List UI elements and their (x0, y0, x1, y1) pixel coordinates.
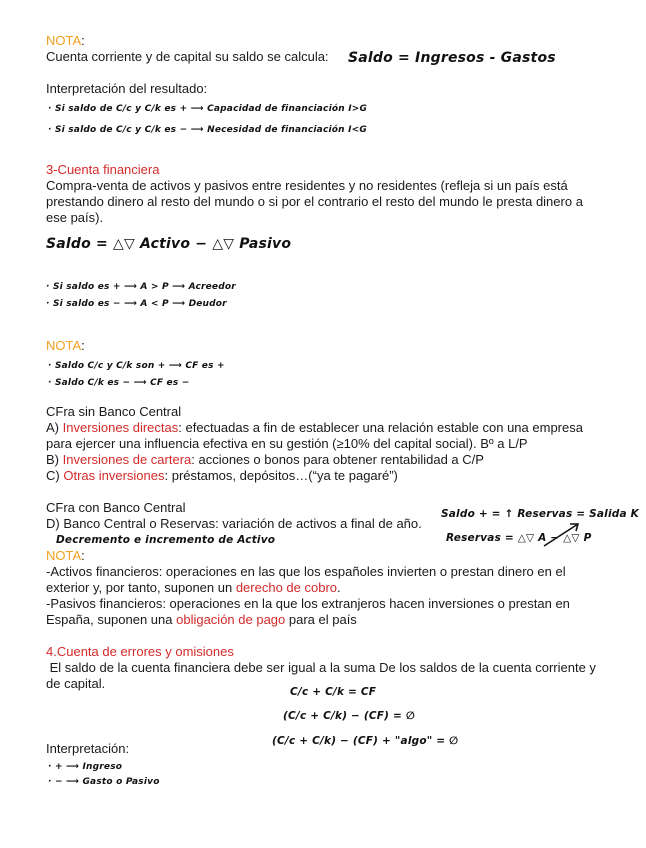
sec4-desc-line: de capital. (46, 676, 106, 691)
item-b-prefix: B) (46, 452, 63, 467)
inversiones-directas-term: Inversiones directas (62, 420, 179, 435)
nota3-colon: : (81, 548, 85, 563)
activos-line-1: -Activos financieros: operaciones en las que los españoles invierten o prestan dinero en el (46, 564, 566, 579)
sec4-bullet-1: · + ⟶ Ingreso (48, 762, 123, 772)
item-a-prefix: A) (46, 420, 63, 435)
item-a-text: : efectuadas a fin de establecer una relación estable con una empresa (178, 420, 583, 435)
pasivos-line-2-end: para el país (285, 612, 357, 627)
otras-inversiones-term: Otras inversiones (63, 468, 165, 483)
nota3-heading (46, 548, 85, 564)
sec3-bullet-2: · Si saldo es − ⟶ A < P ⟶ Deudor (46, 299, 227, 309)
reservas-side-note-2: Reservas = △▽ A − △▽ P (446, 532, 592, 544)
item-c-prefix: C) (46, 468, 64, 483)
cfra-sin-item-c (46, 468, 398, 484)
cfra-sin-item-b (46, 452, 484, 468)
nota2-bullet-2: · Saldo C/k es − ⟶ CF es − (48, 378, 190, 388)
cfra-con-item-d: D) Banco Central o Reservas: variación de activos a final de año. (46, 516, 422, 531)
sec3-desc-line: prestando dinero al resto del mundo o si por el contrario el resto del mundo le presta dinero a (46, 194, 583, 209)
nota2-bullet-1: · Saldo C/c y C/k son + ⟶ CF es + (48, 361, 225, 371)
sec4-eq-2: (C/c + C/k) − (CF) = ∅ (283, 710, 416, 722)
pasivos-line-2-text: España, suponen una (46, 612, 177, 627)
sec4-bullet-2: · − ⟶ Gasto o Pasivo (48, 777, 160, 787)
cfra-sin-heading: CFra sin Banco Central (46, 404, 182, 419)
activos-line-2-text: exterior y, por tanto, suponen un (46, 580, 236, 595)
sec4-title: 4.Cuenta de errores y omisiones (46, 644, 234, 659)
strike-arrow-icon (540, 520, 584, 550)
nota2-label: NOTA (46, 338, 82, 353)
sec3-desc-line: Compra-venta de activos y pasivos entre residentes y no residentes (refleja si un país está (46, 178, 568, 193)
cfra-con-handwritten-note: Decremento e incremento de Activo (56, 534, 276, 546)
nota1-bullet-2: · Si saldo de C/c y C/k es − ⟶ Necesidad de financiación I<G (48, 125, 367, 135)
activos-line-2 (46, 580, 341, 596)
nota2-colon: : (81, 338, 85, 353)
nota1-formula: Saldo = Ingresos - Gastos (348, 50, 556, 66)
nota1-line: Cuenta corriente y de capital su saldo se calcula: (46, 49, 329, 64)
nota2-heading (46, 338, 85, 354)
cfra-sin-item-a (46, 420, 583, 436)
nota1-label: NOTA (46, 33, 82, 48)
sec3-description (46, 178, 620, 226)
nota1-heading (46, 33, 85, 49)
sec3-bullet-1: · Si saldo es + ⟶ A > P ⟶ Acreedor (46, 282, 236, 292)
inversiones-cartera-term: Inversiones de cartera (62, 452, 192, 467)
sec4-eq-1: C/c + C/k = CF (290, 686, 377, 698)
pasivos-line-1: -Pasivos financieros: operaciones en la que los extranjeros hacen inversiones o prestan en (46, 596, 570, 611)
item-b-text: : acciones o bonos para obtener rentabilidad a C/P (191, 452, 484, 467)
nota1-colon: : (81, 33, 85, 48)
cfra-sin-item-a-line2: para ejercer una influencia efectiva en su gestión (≥10% del capital social). Bº a L/P (46, 436, 528, 451)
nota3-label: NOTA (46, 548, 82, 563)
obligacion-pago-term: obligación de pago (176, 612, 286, 627)
sec3-title: 3-Cuenta financiera (46, 162, 160, 177)
derecho-cobro-term: derecho de cobro (235, 580, 338, 595)
item-c-text: : préstamos, depósitos…(“ya te pagaré”) (164, 468, 398, 483)
sec4-interp-heading: Interpretación: (46, 741, 130, 756)
pasivos-line-2 (46, 612, 357, 628)
sec3-desc-line: ese país). (46, 210, 104, 225)
nota1-bullet-1: · Si saldo de C/c y C/k es + ⟶ Capacidad de financiación I>G (48, 104, 368, 114)
sec4-desc-line: El saldo de la cuenta financiera debe ser igual a la suma De los saldos de la cuenta corriente y (46, 660, 596, 675)
activos-line-2-end: . (337, 580, 341, 595)
nota1-interp-heading: Interpretación del resultado: (46, 81, 208, 96)
cfra-con-heading: CFra con Banco Central (46, 500, 186, 515)
sec3-formula: Saldo = △▽ Activo − △▽ Pasivo (46, 236, 292, 252)
sec4-eq-3: (C/c + C/k) − (CF) + "algo" = ∅ (272, 735, 459, 747)
reservas-side-note-1: Saldo + = ↑ Reservas = Salida K (441, 508, 639, 520)
